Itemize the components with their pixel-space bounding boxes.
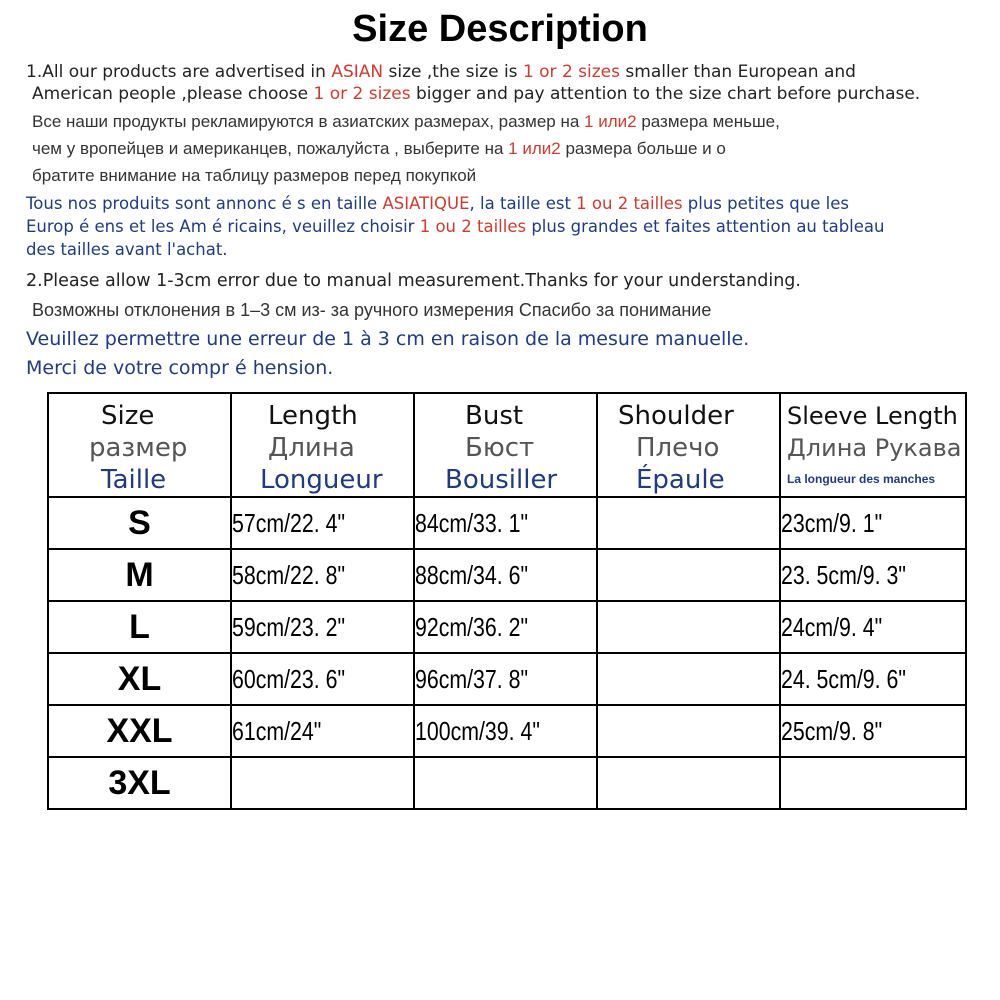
length-value: 59cm/23. 2" xyxy=(232,611,346,642)
header-fr: Épaule xyxy=(636,465,725,495)
table-row xyxy=(48,549,966,601)
note1-fr-line3: des tailles avant l'achat. xyxy=(26,240,228,259)
note1-ru-line2 xyxy=(32,139,726,159)
header-en: Length xyxy=(268,401,358,431)
text-segment: чем у вропейцев и американцев, пожалуйста , выберите на xyxy=(32,139,509,158)
header-ru: Длина Рукава xyxy=(787,434,962,462)
text-segment: plus grandes et faites attention au tableau xyxy=(526,217,885,236)
length-cell xyxy=(231,549,414,601)
sleeve-value: 24. 5cm/9. 6" xyxy=(781,663,906,694)
header-ru: Плечо xyxy=(636,433,720,463)
length-cell xyxy=(231,705,414,757)
bust-cell xyxy=(414,497,597,549)
text-segment: Tous nos produits sont annonc é s en taille xyxy=(26,194,383,213)
sleeve-cell xyxy=(780,757,966,809)
header-shoulder xyxy=(597,393,780,497)
text-segment: , la taille est xyxy=(469,194,577,213)
table-row xyxy=(48,757,966,809)
header-fr: La longueur des manches xyxy=(787,472,936,486)
table-header-row xyxy=(48,393,966,497)
highlight-text: 1 or 2 sizes xyxy=(313,84,411,104)
highlight-text: 1 ou 2 tailles xyxy=(419,217,527,236)
note1-fr-line1 xyxy=(26,194,849,213)
size-cell: XXL xyxy=(48,705,231,757)
page-title: Size Description xyxy=(352,8,648,50)
bust-value: 100cm/39. 4" xyxy=(415,715,540,746)
header-ru: Бюст xyxy=(465,433,535,463)
header-fr: Longueur xyxy=(260,465,383,495)
shoulder-cell xyxy=(597,549,780,601)
highlight-text: 1 or 2 sizes xyxy=(522,62,620,82)
header-fr: Bousiller xyxy=(445,465,558,495)
size-cell: XL xyxy=(48,653,231,705)
sleeve-cell xyxy=(780,601,966,653)
text-segment: American people ,please choose xyxy=(32,84,314,104)
note2-en: 2.Please allow 1-3cm error due to manual measurement.Thanks for your understanding. xyxy=(26,271,801,291)
note1-en-line1 xyxy=(26,62,856,82)
highlight-text: ASIATIQUE xyxy=(382,194,470,213)
bust-cell xyxy=(414,757,597,809)
header-en: Bust xyxy=(465,401,524,431)
text-segment: Europ é ens et les Am é ricains, veuillez choisir xyxy=(26,217,420,236)
text-segment: bigger and pay attention to the size chart before purchase. xyxy=(410,84,921,104)
header-en: Sleeve Length xyxy=(787,402,958,430)
table-row xyxy=(48,705,966,757)
text-segment: размера больше и о xyxy=(560,139,726,158)
length-cell xyxy=(231,497,414,549)
note2-fr-line1: Veuillez permettre une erreur de 1 à 3 cm en raison de la mesure manuelle. xyxy=(26,328,750,350)
length-value: 61cm/24" xyxy=(232,715,322,746)
length-cell xyxy=(231,653,414,705)
note1-fr-line2 xyxy=(26,217,885,236)
bust-cell xyxy=(414,705,597,757)
text-segment: smaller than European and xyxy=(620,62,856,82)
shoulder-cell xyxy=(597,653,780,705)
header-fr: Taille xyxy=(101,465,167,495)
header-ru: Длина xyxy=(268,433,355,463)
sleeve-value: 24cm/9. 4" xyxy=(781,611,883,642)
text-segment: plus petites que les xyxy=(682,194,849,213)
length-value: 57cm/22. 4" xyxy=(232,507,346,538)
bust-value: 84cm/33. 1" xyxy=(415,507,529,538)
bust-value: 96cm/37. 8" xyxy=(415,663,529,694)
note1-ru-line3: братите внимание на таблицу размеров перед покупкой xyxy=(32,166,477,185)
highlight-text: ASIAN xyxy=(331,62,384,82)
shoulder-cell xyxy=(597,705,780,757)
length-value: 60cm/23. 6" xyxy=(232,663,346,694)
size-cell: L xyxy=(48,601,231,653)
header-length xyxy=(231,393,414,497)
size-cell: M xyxy=(48,549,231,601)
table-row xyxy=(48,601,966,653)
length-value: 58cm/22. 8" xyxy=(232,559,346,590)
size-chart-table xyxy=(47,392,967,810)
shoulder-cell xyxy=(597,757,780,809)
size-cell: 3XL xyxy=(48,757,231,809)
highlight-text: 1 или2 xyxy=(508,139,561,158)
table-row xyxy=(48,653,966,705)
note1-ru-line1 xyxy=(32,112,780,132)
text-segment: size ,the size is xyxy=(383,62,523,82)
sleeve-cell xyxy=(780,653,966,705)
shoulder-cell xyxy=(597,601,780,653)
length-cell xyxy=(231,601,414,653)
text-segment: Все наши продукты рекламируются в азиатских размерах, размер на xyxy=(32,112,585,131)
bust-cell xyxy=(414,653,597,705)
sleeve-value: 23. 5cm/9. 3" xyxy=(781,559,906,590)
note2-ru: Возможны отклонения в 1–3 см из- за ручного измерения Спасибо за понимание xyxy=(32,300,712,320)
length-cell xyxy=(231,757,414,809)
shoulder-cell xyxy=(597,497,780,549)
bust-value: 88cm/34. 6" xyxy=(415,559,529,590)
highlight-text: 1 ou 2 tailles xyxy=(576,194,683,213)
bust-cell xyxy=(414,549,597,601)
sleeve-cell xyxy=(780,549,966,601)
header-en: Shoulder xyxy=(618,401,734,431)
header-size xyxy=(48,393,231,497)
size-cell: S xyxy=(48,497,231,549)
sleeve-value: 25cm/9. 8" xyxy=(781,715,883,746)
table-row xyxy=(48,497,966,549)
bust-value: 92cm/36. 2" xyxy=(415,611,529,642)
header-ru: размер xyxy=(89,433,188,463)
header-en: Size xyxy=(101,401,155,431)
bust-cell xyxy=(414,601,597,653)
note2-fr-line2: Merci de votre compr é hension. xyxy=(26,357,334,379)
text-segment: 1.All our products are advertised in xyxy=(26,62,332,82)
text-segment: размера меньше, xyxy=(636,112,780,131)
sleeve-cell xyxy=(780,497,966,549)
note1-en-line2 xyxy=(32,84,920,104)
header-bust xyxy=(414,393,597,497)
highlight-text: 1 или2 xyxy=(584,112,637,131)
sleeve-cell xyxy=(780,705,966,757)
header-sleeve-length xyxy=(780,393,966,497)
sleeve-value: 23cm/9. 1" xyxy=(781,507,883,538)
